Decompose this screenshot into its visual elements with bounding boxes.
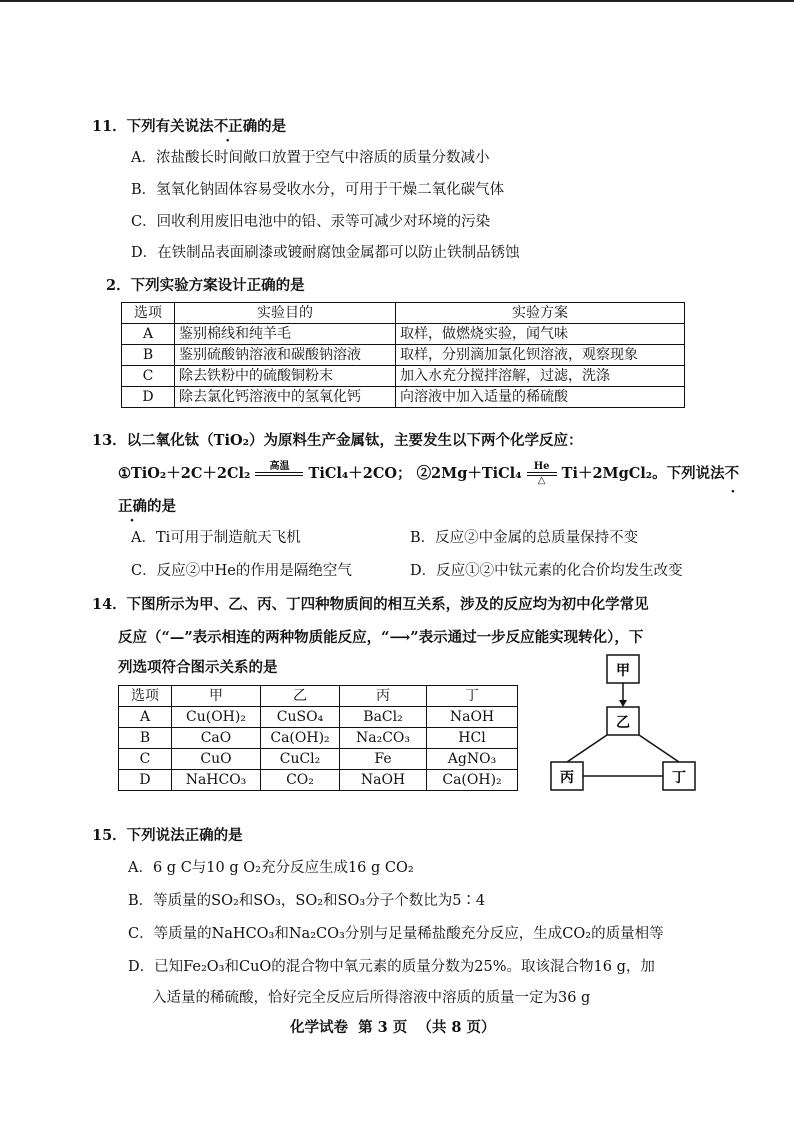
table-row: [119, 770, 518, 791]
table-header-row: [122, 303, 685, 324]
table-cell: C: [122, 366, 175, 387]
table-row: [119, 707, 518, 728]
table-cell: CuSO₄: [261, 707, 340, 728]
table-cell: CuCl₂: [261, 749, 340, 770]
q12-stem: 2．下列实验方案设计正确的是: [106, 277, 305, 294]
reaction-2-arrow: [527, 462, 557, 486]
table-cell: CuO: [172, 749, 261, 770]
table-cell: BaCl₂: [340, 707, 427, 728]
node-yi-label: 乙: [616, 715, 630, 731]
table-row: [122, 324, 685, 345]
table-row: [122, 366, 685, 387]
table-cell: NaOH: [427, 707, 518, 728]
table-cell: Cu(OH)₂: [172, 707, 261, 728]
table-cell: 除去氯化钙溶液中的氢氧化钙: [175, 387, 396, 408]
table-header: 实验目的: [175, 303, 396, 324]
table-cell: Ca(OH)₂: [427, 770, 518, 791]
page-footer: 化学试卷 第 3 页 （共 8 页）: [290, 1019, 496, 1036]
reaction-2-right: Ti＋2MgCl₂。下列说法: [561, 465, 725, 482]
table-cell: Fe: [340, 749, 427, 770]
table-header: 乙: [261, 686, 340, 707]
table-cell: 鉴别硫酸钠溶液和碳酸钠溶液: [175, 345, 396, 366]
node-ding-label: 丁: [672, 770, 686, 786]
line-yi-ding: [639, 735, 679, 762]
table-cell: A: [119, 707, 172, 728]
q11-stem: 11．下列有关说法不正确的是: [92, 118, 287, 135]
table-cell: B: [122, 345, 175, 366]
q11-option-d: D．在铁制品表面刷漆或镀耐腐蚀金属都可以防止铁制品锈蚀: [131, 245, 520, 261]
q15-option-d: D．已知Fe₂O₃和CuO的混合物中氧元素的质量分数为25%。取该混合物16 g，加: [128, 959, 655, 975]
reaction-2-left: ②2Mg＋TiCl₄: [416, 465, 522, 482]
q13-option-a: A．Ti可用于制造航天飞机: [131, 530, 301, 546]
table-row: [119, 749, 518, 770]
table-row: [119, 728, 518, 749]
q13-reactions: [118, 460, 739, 488]
table-cell: 除去铁粉中的硫酸铜粉末: [175, 366, 396, 387]
q15-option-d-continued: 入适量的稀硫酸，恰好完全反应后所得溶液中溶质的质量一定为36 g: [152, 990, 591, 1006]
table-cell: NaOH: [340, 770, 427, 791]
table-cell: NaHCO₃: [172, 770, 261, 791]
table-header: 实验方案: [396, 303, 685, 324]
table-header: 丁: [427, 686, 518, 707]
q15-option-a: A．6 g C与10 g O₂充分反应生成16 g CO₂: [128, 860, 414, 876]
table-cell: 取样，分别滴加氯化钡溶液，观察现象: [396, 345, 685, 366]
emphasis-text: 不: [724, 465, 740, 482]
table-cell: CO₂: [261, 770, 340, 791]
table-cell: B: [119, 728, 172, 749]
table-cell: D: [119, 770, 172, 791]
table-cell: 取样，做燃烧实验，闻气味: [396, 324, 685, 345]
node-bing-label: 丙: [560, 770, 574, 786]
table-header-row: [119, 686, 518, 707]
table-row: [122, 345, 685, 366]
q14-stem-line3: 列选项符合图示关系的是: [118, 659, 278, 676]
top-border: [0, 0, 794, 2]
q13-stem-end: 正确的是: [118, 498, 176, 515]
table-cell: Ca(OH)₂: [261, 728, 340, 749]
node-jia-label: 甲: [616, 663, 630, 679]
table-header: 选项: [122, 303, 175, 324]
q15-stem: 15．下列说法正确的是: [92, 827, 243, 844]
q13-stem: 13．以二氧化钛（TiO₂）为原料生产金属钛，主要发生以下两个化学反应：: [92, 432, 583, 449]
table-cell: 向溶液中加入适量的稀硫酸: [396, 387, 685, 408]
q11-option-a: A．浓盐酸长时间敞口放置于空气中溶质的质量分数减小: [131, 150, 490, 166]
table-cell: C: [119, 749, 172, 770]
q13-option-b: B．反应②中金属的总质量保持不变: [410, 530, 639, 546]
arrow-head: [619, 700, 627, 707]
table-header: 丙: [340, 686, 427, 707]
table-cell: A: [122, 324, 175, 345]
q14-stem-line1: 14．下图所示为甲、乙、丙、丁四种物质间的相互关系，涉及的反应均为初中化学常见: [92, 596, 649, 613]
q11-option-b: B．氢氧化钠固体容易受收水分，可用于干燥二氧化碳气体: [131, 182, 505, 198]
q15-option-c: C．等质量的NaHCO₃和Na₂CO₃分别与足量稀盐酸充分反应，生成CO₂的质量相等: [128, 926, 664, 942]
relationship-diagram: [545, 650, 705, 800]
q13-option-d: D．反应①②中钛元素的化合价均发生改变: [410, 563, 683, 579]
table-header: 选项: [119, 686, 172, 707]
table-cell: 加入水充分搅拌溶解，过滤，洗涤: [396, 366, 685, 387]
table-cell: AgNO₃: [427, 749, 518, 770]
table-cell: 鉴别棉线和纯羊毛: [175, 324, 396, 345]
q11-option-c: C．回收利用废旧电池中的铅、汞等可减少对环境的污染: [131, 214, 491, 230]
table-cell: D: [122, 387, 175, 408]
q13-option-c: C．反应②中He的作用是隔绝空气: [131, 563, 352, 579]
table-row: [122, 387, 685, 408]
reaction-2-condition-top: He: [533, 461, 550, 472]
q15-option-b: B．等质量的SO₂和SO₃，SO₂和SO₃分子个数比为5∶4: [128, 893, 486, 909]
reaction-2-condition-bottom: △: [537, 475, 546, 486]
reaction-1-left: ①TiO₂＋2C＋2Cl₂: [118, 465, 251, 482]
q14-stem-line2: 反应（“—”表示相连的两种物质能反应，“⟶”表示通过一步反应能实现转化），下: [118, 629, 644, 646]
table-cell: Na₂CO₃: [340, 728, 427, 749]
table-cell: CaO: [172, 728, 261, 749]
reaction-1-condition: 高温: [269, 461, 290, 472]
reaction-1-right: TiCl₄＋2CO；: [308, 465, 412, 482]
table-cell: HCl: [427, 728, 518, 749]
reaction-1-arrow: [255, 462, 303, 486]
table-header: 甲: [172, 686, 261, 707]
q12-table: [121, 302, 685, 408]
q14-table: [118, 685, 518, 791]
line-yi-bing: [567, 735, 607, 762]
